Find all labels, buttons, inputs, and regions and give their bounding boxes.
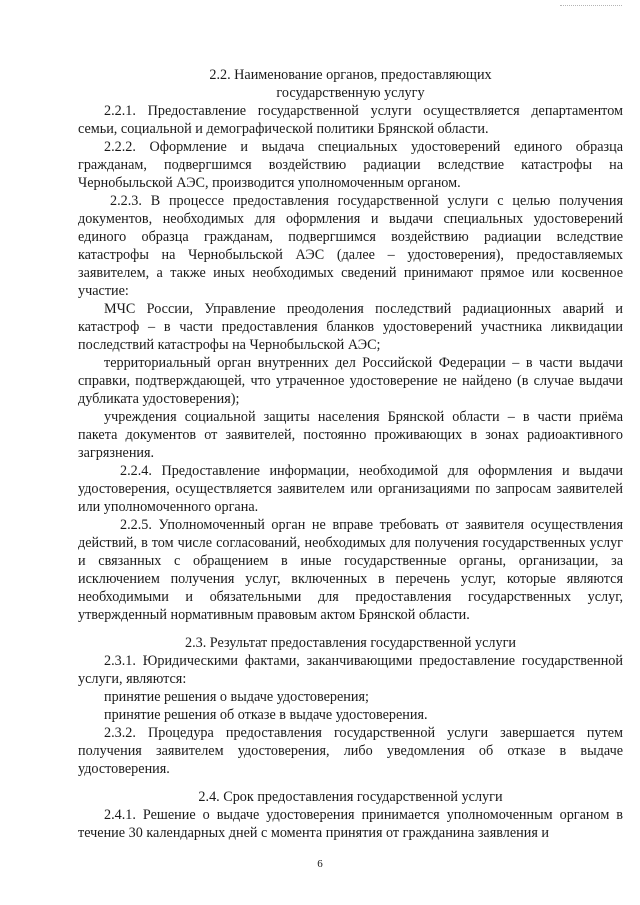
list-item-mchs: МЧС России, Управление преодоления последствий радиационных аварий и катастроф – в части предоставления бланков удостоверений участника ликвидации последствий катастрофы на Чернобыльской АЭС; [78, 301, 623, 353]
page-content [78, 66, 623, 842]
section-2-3-heading: 2.3. Результат предоставления государственной услуги [184, 635, 517, 651]
paragraph-2-2-5: 2.2.5. Уполномоченный орган не вправе требовать от заявителя осуществления действий, в том числе согласований, необходимых для получения государственных услуг и связанных с обращением в иные государственные органы, организации, за исключением получения услуг, включенных в перечень услуг, которые являются необходимыми и обязательными для предоставления государственных услуг, утвержденный нормативным правовым актом Брянской области. [78, 517, 623, 623]
scan-edge-line [560, 5, 622, 6]
list-item-social-protection: учреждения социальной защиты населения Брянской области – в части приёма пакета документов от заявителей, постоянно проживающих в зонах радиоактивного загрязнения. [78, 409, 623, 461]
paragraph-2-3-2: 2.3.2. Процедура предоставления государственной услуги завершается путем получения заявителем удостоверения, либо уведомления об отказе в выдаче удостоверения. [78, 725, 623, 777]
list-item-decision-refusal: принятие решения об отказе в выдаче удостоверения. [104, 707, 428, 723]
list-item-internal-affairs: территориальный орган внутренних дел Российской Федерации – в части выдачи справки, подтверждающей, что утраченное удостоверение не найдено (в случае выдачи дубликата удостоверения); [78, 355, 623, 407]
section-2-4-heading: 2.4. Срок предоставления государственной услуги [198, 789, 503, 805]
list-item-decision-issue: принятие решения о выдаче удостоверения; [104, 689, 369, 705]
section-2-2-heading-line1: 2.2. Наименование органов, предоставляющих [209, 67, 492, 83]
section-2-2-heading-line2: государственную услугу [276, 85, 425, 101]
paragraph-2-2-3: 2.2.3. В процессе предоставления государственной услуги с целью получения документов, необходимых для оформления и выдачи специальных удостоверений единого образца гражданам, подвергшимся воздействию радиации вследствие катастрофы на Чернобыльской АЭС (далее – удостоверения), предоставляемых заявителем, а также иных необходимых сведений принимают прямое или косвенное участие: [78, 193, 623, 299]
paragraph-2-2-1: 2.2.1. Предоставление государственной услуги осуществляется департаментом семьи, социальной и демографической политики Брянской области. [78, 103, 623, 137]
paragraph-2-3-1: 2.3.1. Юридическими фактами, заканчивающими предоставление государственной услуги, являются: [78, 653, 623, 687]
paragraph-2-4-1: 2.4.1. Решение о выдаче удостоверения принимается уполномоченным органом в течение 30 календарных дней с момента принятия от гражданина заявления и [78, 807, 623, 841]
page-number: 6 [317, 858, 323, 870]
paragraph-2-2-4: 2.2.4. Предоставление информации, необходимой для оформления и выдачи удостоверения, осуществляется заявителем или организациями по запросам заявителей или уполномоченного органа. [78, 463, 623, 515]
paragraph-2-2-2: 2.2.2. Оформление и выдача специальных удостоверений единого образца гражданам, подвергшимся воздействию радиации вследствие катастрофы на Чернобыльской АЭС, производится уполномоченным органом. [78, 139, 623, 191]
